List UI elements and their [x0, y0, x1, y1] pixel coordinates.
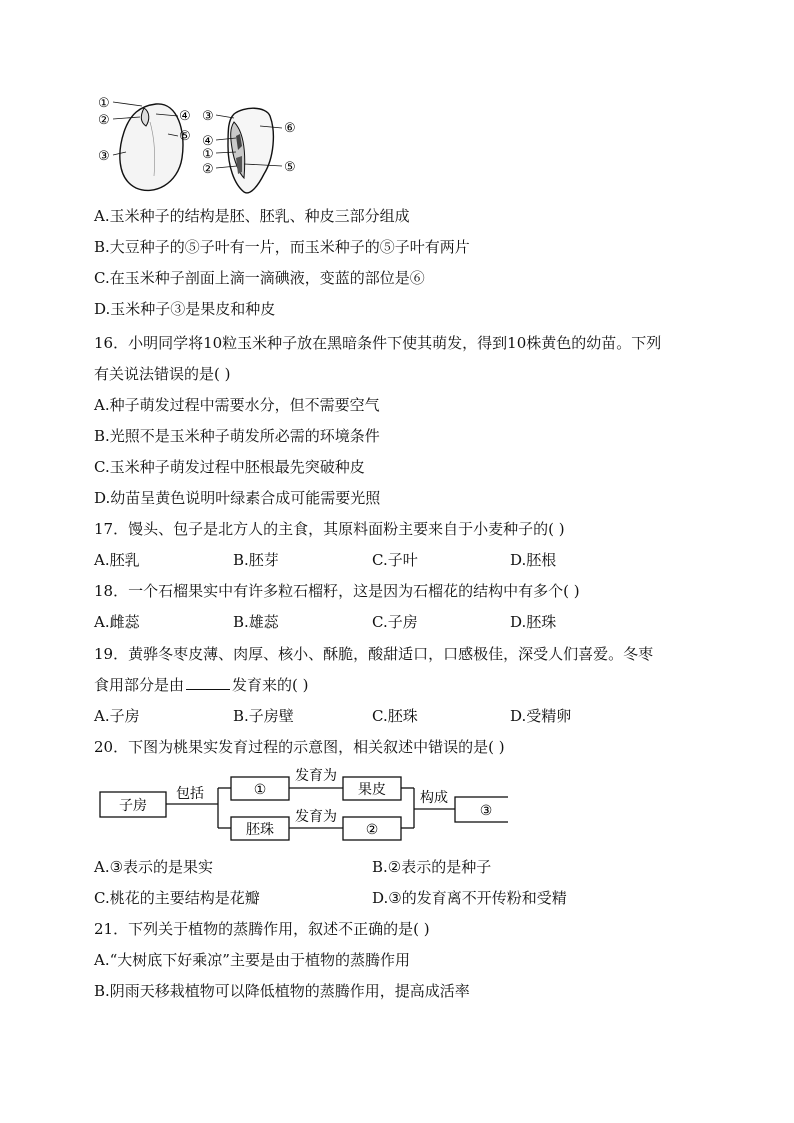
q20-options-row2 — [94, 888, 714, 908]
q15-option-d: D.玉米种子③是果皮和种皮 — [94, 300, 276, 318]
q19-stem-line2 — [94, 675, 309, 695]
flow-ovule-label: 胚珠 — [246, 822, 274, 838]
q18-stem: 18．一个石榴果实中有许多粒石榴籽，这是因为石榴花的结构中有多个( ) — [94, 582, 580, 600]
q19-option-c: C.胚珠 — [372, 707, 418, 725]
corn-seed-drawing — [216, 108, 282, 193]
fruit-development-flowchart — [98, 766, 508, 846]
bean-label-5: ⑤ — [179, 129, 191, 144]
q16-stem-line1: 16．小明同学将10粒玉米种子放在黑暗条件下使其萌发，得到10株黄色的幼苗。下列 — [94, 334, 662, 352]
flow-develops-top-label: 发育为 — [295, 768, 337, 784]
q16-option-d: D.幼苗呈黄色说明叶绿素合成可能需要光照 — [94, 489, 381, 507]
q21-option-a: A.“大树底下好乘凉”主要是由于植物的蒸腾作用 — [94, 951, 410, 969]
q17-option-a: A.胚乳 — [94, 551, 140, 569]
q21-stem: 21．下列关于植物的蒸腾作用，叙述不正确的是( ) — [94, 920, 430, 938]
flow-includes-label: 包括 — [176, 786, 204, 802]
flow-develops-bottom-label: 发育为 — [295, 809, 337, 825]
q16-option-b: B.光照不是玉米种子萌发所必需的环境条件 — [94, 427, 380, 445]
flow-forms-label: 构成 — [420, 790, 448, 806]
q17-option-b: B.胚芽 — [233, 551, 279, 569]
q20-option-c: C.桃花的主要结构是花瓣 — [94, 889, 260, 907]
q17-options — [94, 550, 714, 570]
q18-options — [94, 612, 714, 632]
corn-label-4: ④ — [202, 134, 214, 149]
bean-label-3: ③ — [98, 149, 110, 164]
q15-option-b: B.大豆种子的⑤子叶有一片，而玉米种子的⑤子叶有两片 — [94, 238, 470, 256]
corn-label-6: ⑥ — [284, 121, 296, 136]
q17-option-d: D.胚根 — [510, 551, 557, 569]
q21-option-b: B.阴雨天移栽植物可以降低植物的蒸腾作用，提高成活率 — [94, 982, 470, 1000]
q16-option-c: C.玉米种子萌发过程中胚根最先突破种皮 — [94, 458, 365, 476]
corn-label-2: ② — [202, 162, 214, 177]
flow-circle2-label: ② — [365, 822, 379, 838]
q19-answer-blank — [186, 675, 230, 690]
q15-option-a: A.玉米种子的结构是胚、胚乳、种皮三部分组成 — [94, 207, 410, 225]
flow-pericarp-label: 果皮 — [358, 782, 386, 798]
seed-structure-figure — [94, 92, 310, 202]
q20-option-d: D.③的发育离不开传粉和受精 — [372, 889, 567, 907]
q20-options-row1 — [94, 857, 714, 877]
q18-option-d: D.胚珠 — [510, 613, 557, 631]
q19-options — [94, 706, 714, 726]
flow-circle3-label: ③ — [479, 803, 493, 819]
q19-option-b: B.子房壁 — [233, 707, 294, 725]
q15-option-c: C.在玉米种子剖面上滴一滴碘液，变蓝的部位是⑥ — [94, 269, 425, 287]
q19-stem-before-blank: 食用部分是由 — [94, 676, 185, 694]
bean-label-1: ① — [98, 96, 110, 111]
q18-option-c: C.子房 — [372, 613, 418, 631]
bean-label-2: ② — [98, 113, 110, 128]
corn-label-3: ③ — [202, 109, 214, 124]
q19-stem-line1: 19．黄骅冬枣皮薄、肉厚、核小、酥脆，酸甜适口，口感极佳，深受人们喜爱。冬枣 — [94, 645, 654, 663]
q17-option-c: C.子叶 — [372, 551, 418, 569]
q16-stem-line2: 有关说法错误的是( ) — [94, 365, 231, 383]
bean-seed-drawing — [113, 102, 183, 190]
corn-label-5: ⑤ — [284, 160, 296, 175]
corn-label-1: ① — [202, 147, 214, 162]
q17-stem: 17．馒头、包子是北方人的主食，其原料面粉主要来自于小麦种子的( ) — [94, 520, 565, 538]
q19-stem-after-blank: 发育来的( ) — [232, 676, 309, 694]
q18-option-b: B.雄蕊 — [233, 613, 279, 631]
q20-option-b: B.②表示的是种子 — [372, 858, 492, 876]
q19-option-a: A.子房 — [94, 707, 140, 725]
flow-ovary-label: 子房 — [119, 798, 147, 814]
q20-stem: 20．下图为桃果实发育过程的示意图，相关叙述中错误的是( ) — [94, 738, 505, 756]
q16-option-a: A.种子萌发过程中需要水分，但不需要空气 — [94, 396, 380, 414]
bean-label-4: ④ — [179, 109, 191, 124]
flow-circle1-label: ① — [253, 782, 267, 798]
q18-option-a: A.雌蕊 — [94, 613, 140, 631]
q20-option-a: A.③表示的是果实 — [94, 858, 214, 876]
q19-option-d: D.受精卵 — [510, 707, 572, 725]
